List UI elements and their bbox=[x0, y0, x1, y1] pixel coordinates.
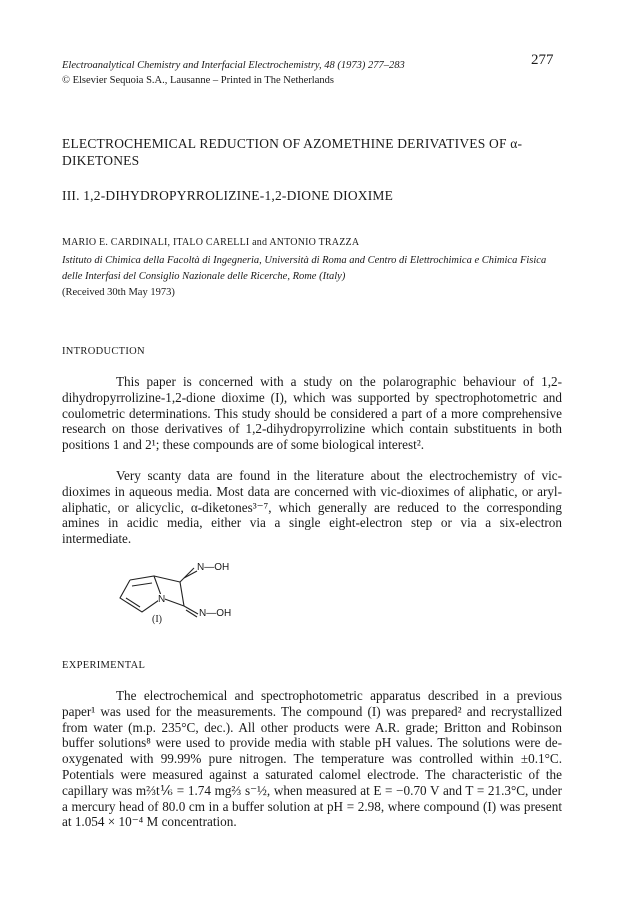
author-list: MARIO E. CARDINALI, ITALO CARELLI and ANTONIO TRAZZA bbox=[62, 237, 360, 248]
publisher-line: © Elsevier Sequoia S.A., Lausanne – Printed in The Netherlands bbox=[62, 75, 334, 86]
journal-citation: Electroanalytical Chemistry and Interfacial Electrochemistry, 48 (1973) 277–283 bbox=[62, 60, 405, 71]
experimental-paragraph-1 bbox=[62, 688, 562, 830]
intro-paragraph-1-text: This paper is concerned with a study on the polarographic behaviour of 1,2-dihydropyrrolizine-1,2-dione dioxime (I), which was supported by spectrophotometric and coulometric determinations. This study should be considered a part of a more comprehensive research on those derivatives of 1,2-dihydropyrrolizine which contain substituents in both positions 1 and 2¹; these compounds are of some biological interest². bbox=[62, 374, 562, 453]
experimental-paragraph-1-text: The electrochemical and spectrophotometric apparatus described in a previous paper¹ was used for the measurements. The compound (I) was prepared² and recrystallized from water (m.p. 235°C, dec.). All other products were A.R. grade; Britton and Robinson buffer solutions⁸ were used to provide media with stable pH values. The solutions were de-oxygenated with 99.99% pure nitrogen. The temperature was controlled within ±0.1°C. Potentials were measured against a saturated calomel electrode. The characteristic of the capillary was m⅔t⅙ = 1.74 mg⅔ s⁻½, when measured at E = −0.70 V and T = 21.3°C, under a mercury head of 80.0 cm in a buffer solution at pH = 2.98, where compound (I) was present at 1.054 × 10⁻⁴ M concentration. bbox=[62, 688, 562, 830]
page-number: 277 bbox=[531, 52, 554, 68]
oxime-label-bottom: N—OH bbox=[199, 608, 232, 619]
article-title: ELECTROCHEMICAL REDUCTION OF AZOMETHINE DERIVATIVES OF α-DIKETONES bbox=[62, 136, 523, 168]
received-date: (Received 30th May 1973) bbox=[62, 287, 175, 298]
journal-header bbox=[62, 58, 562, 88]
intro-paragraph-1 bbox=[62, 374, 562, 453]
section-heading-introduction: INTRODUCTION bbox=[62, 346, 145, 357]
intro-paragraph-2-text: Very scanty data are found in the literature about the electrochemistry of vic-dioximes in aqueous media. Most data are concerned with vic-dioximes of aliphatic, or aryl-aliphatic, or alicyclic, α-diketones³⁻⁷, which generally are reduced to the corresponding amines in acidic media, either via a single eight-electron step or via a six-electron intermediate. bbox=[62, 468, 562, 547]
article-subtitle: III. 1,2-DIHYDROPYRROLIZINE-1,2-DIONE DIOXIME bbox=[62, 188, 394, 203]
chemical-structure bbox=[112, 560, 252, 644]
section-heading-experimental: EXPERIMENTAL bbox=[62, 660, 146, 671]
oxime-label-top: N—OH bbox=[197, 562, 230, 573]
compound-number: (I) bbox=[152, 614, 162, 625]
intro-paragraph-2 bbox=[62, 468, 562, 547]
ring-nitrogen-label: N bbox=[158, 594, 166, 605]
affiliation: Istituto di Chimica della Facoltà di Ingegneria, Università di Roma and Centro di Elettrochimica e Chimica Fisica delle Interfasi del Consiglio Nazionale delle Ricerche, Rome (Italy) bbox=[62, 255, 547, 282]
